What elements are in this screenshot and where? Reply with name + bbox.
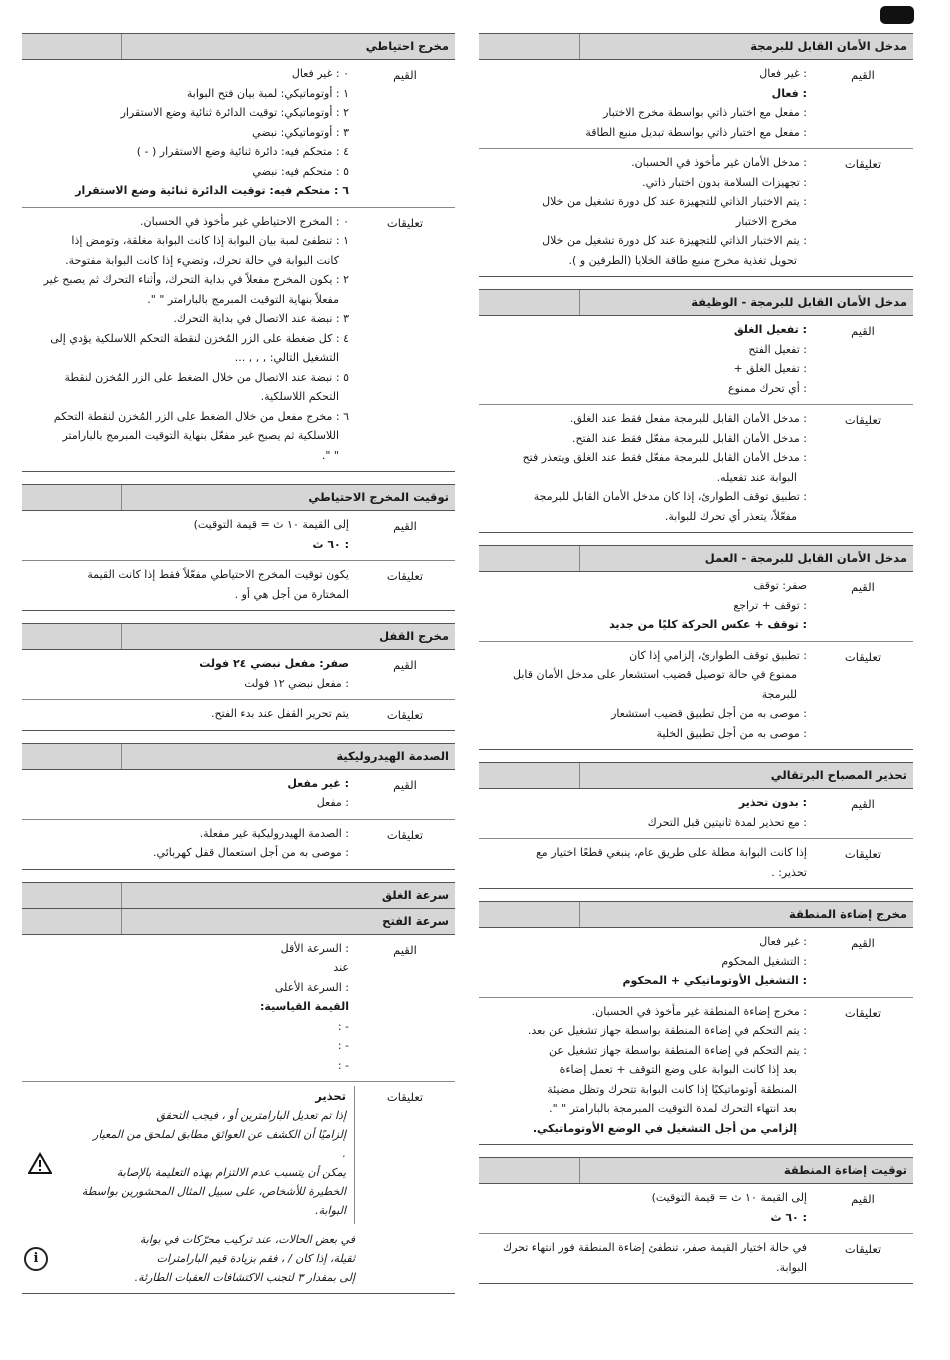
text-line: : موصى به من أجل تطبيق قضيب استشعار <box>611 707 807 720</box>
row-content <box>22 770 355 819</box>
text-line: ٥ : متحكم فيه: نبضي <box>252 164 349 178</box>
row-label: القيم <box>851 580 875 594</box>
values-row <box>22 650 455 699</box>
comments-row <box>22 1081 455 1293</box>
text-line: : غير فعال <box>759 67 807 80</box>
row-label: تعليقات <box>844 649 882 664</box>
comments-row <box>479 404 913 532</box>
parameter-section <box>22 623 455 731</box>
speed-section <box>22 882 455 1295</box>
parameter-section <box>479 545 913 750</box>
comments-row <box>479 641 913 750</box>
text-line: : يتم الاختبار الذاتي للتجهيزة عند كل دورة تشغيل من خلال <box>542 195 807 208</box>
values-row <box>22 935 455 1082</box>
section-header <box>22 743 455 770</box>
comments-row <box>479 148 913 276</box>
note-line: ثقيلة، إذا كان / ، فقم بزيادة قيم البارامترات <box>156 1252 355 1265</box>
values-row <box>479 60 913 148</box>
page-tab-marker <box>880 6 914 24</box>
comments-row <box>22 699 455 730</box>
text-line: : يتم التحكم في إضاءة المنطقة بواسطة جهاز تشغيل عن بعد. <box>527 1024 807 1037</box>
section-header <box>22 882 455 909</box>
parameter-section <box>479 1157 913 1284</box>
row-label: تعليقات <box>386 215 424 230</box>
row-label: تعليقات <box>844 413 882 427</box>
warning-line: . <box>342 1147 346 1160</box>
warning-line: إذا تم تعديل البارامترين أو ، فيجب التحقق <box>156 1109 346 1122</box>
parameter-section <box>479 901 913 1145</box>
warning-line: يمكن أن يتسبب عدم الالتزام بهذه التعليمة بالإصابة <box>116 1166 346 1179</box>
comments-row <box>22 819 455 869</box>
row-content <box>22 561 355 610</box>
row-content <box>479 928 813 997</box>
text-line: ٣ : نبضة عند الاتصال في بداية التحرك. <box>173 312 349 325</box>
text-line: التحكم اللاسلكية. <box>260 390 339 403</box>
note-line: في بعض الحالات، عند تركيب محرّكات في بوابة <box>139 1233 355 1246</box>
row-content <box>479 316 813 404</box>
text-line: ٠ : غير فعال <box>291 67 349 80</box>
text-line: : مدخل الأمان القابل للبرمجة مفعل فقط عند الغلق. <box>569 412 807 425</box>
section-title: مخرج احتياطي <box>121 34 455 59</box>
text-line: : توقف + عكس الحركة كليًا من جديد <box>609 618 807 631</box>
text-line: مفعلاً بنهاية التوقيت المبرمج بالبارامتر " ". <box>147 292 339 306</box>
row-content <box>479 405 813 532</box>
section-title: مدخل الأمان القابل للبرمجة <box>579 34 913 59</box>
text-line: كانت البوابة في حالة تحرك، وتضيء إذا كانت البوابة مفتوحة. <box>65 253 339 267</box>
comments-row <box>479 838 913 888</box>
row-content <box>479 789 813 838</box>
text-line: اللاسلكية ثم يصبح غير مفعّل بنهاية التوقيت المبرمج بالبارامتر <box>62 429 339 442</box>
row-content <box>22 935 355 1082</box>
row-content <box>479 998 813 1145</box>
comments-row <box>22 560 455 610</box>
section-header <box>22 623 455 650</box>
text-line: القيمة القياسية: <box>260 1000 349 1013</box>
section-header <box>479 1157 913 1184</box>
row-label: تعليقات <box>844 1005 882 1020</box>
warning-box <box>22 1086 355 1224</box>
text-line: التشغيل التالي: , , , ... <box>234 351 339 364</box>
section-title: مدخل الأمان القابل للبرمجة - العمل <box>579 546 913 571</box>
section-title: مخرج إضاءة المنطقة <box>579 902 913 927</box>
parameter-section <box>22 33 455 472</box>
row-content <box>479 839 813 888</box>
text-line: : الصدمة الهيدروليكية غير مفعلة. <box>199 826 349 840</box>
section-header <box>479 33 913 60</box>
text-line: : ٦٠ ث <box>770 1210 807 1224</box>
section-title: سرعة الغلق <box>121 883 455 908</box>
text-line: : السرعة الأقل <box>280 941 349 955</box>
section-title: مدخل الأمان القابل للبرمجة - الوظيفة <box>579 290 913 315</box>
row-content <box>22 820 355 869</box>
values-row <box>22 770 455 819</box>
parameter-section <box>22 484 455 611</box>
row-label: تعليقات <box>844 157 882 171</box>
text-line: ٢ : يكون المخرج مفعلاً في بداية التحرك، وأثناء التحرك ثم يصبح غير <box>43 273 349 286</box>
text-line: بعد إذا كانت البوابة على وضع التوقف + تعمل إضاءة <box>559 1063 797 1076</box>
row-label: تعليقات <box>386 1090 424 1104</box>
values-row <box>22 511 455 560</box>
text-line: : مفعل مع اختبار ذاتي بواسطة تبديل منبع الطاقة <box>585 125 807 139</box>
text-line: ٥ : نبضة عند الاتصال من خلال الضغط على الزر المُخزن لنقطة <box>64 370 349 384</box>
row-content <box>479 572 813 641</box>
text-line: : فعال <box>771 86 807 100</box>
text-line: : تطبيق توقف الطوارئ، إذا كان مدخل الأمان القابل للبرمجة <box>533 490 807 503</box>
row-content <box>22 650 355 699</box>
row-label: القيم <box>851 324 875 338</box>
text-line: ٤ : كل ضغطة على الزر المُخزن لنقطة التحكم اللاسلكية يؤدي إلى <box>50 331 349 345</box>
row-content <box>22 700 355 730</box>
text-line: إلى القيمة ١٠ ث = قيمة التوقيت) <box>193 518 349 531</box>
text-line: : تفعيل الفتح <box>748 342 807 356</box>
row-label: تعليقات <box>386 827 424 842</box>
text-line: : توقف + تراجع <box>733 598 807 612</box>
text-line: ممنوع في حالة توصيل قضيب استشعار على مدخل الأمان قابل <box>513 668 797 681</box>
row-label: القيم <box>851 68 875 82</box>
text-line: إلى القيمة ١٠ ث = قيمة التوقيت) <box>651 1191 807 1204</box>
section-header <box>479 901 913 928</box>
section-header <box>22 33 455 60</box>
parameter-section <box>22 743 455 870</box>
row-label: تعليقات <box>844 1242 882 1256</box>
section-title: توقيت المخرج الاحتياطي <box>121 485 455 510</box>
text-line: : مدخل الأمان القابل للبرمجة مفعّل فقط عند الغلق ويتعذر فتح <box>522 451 807 464</box>
section-header <box>479 762 913 789</box>
parameter-section <box>479 762 913 889</box>
warning-text <box>54 1106 346 1220</box>
comments-row <box>479 997 913 1145</box>
text-line: يكون توقيت المخرج الاحتياطي مفعّلاً فقط إذا كانت القيمة <box>87 568 349 581</box>
text-line: : ٦٠ ث <box>312 537 349 551</box>
row-label: القيم <box>851 936 875 950</box>
text-line: : يتم الاختبار الذاتي للتجهيزة عند كل دورة تشغيل من خلال <box>542 234 807 247</box>
warning-line: الخطيرة للأشخاص، على سبيل المثال المحشورين بواسطة <box>81 1185 346 1198</box>
text-line: بعد انتهاء التحرك لمدة التوقيت المبرمجة بالبارامتر " ". <box>549 1102 797 1115</box>
row-label: القيم <box>393 658 417 672</box>
row-content <box>479 1184 813 1233</box>
section-header <box>22 484 455 511</box>
text-line: : تفعيل الغلق <box>733 323 807 336</box>
text-line: المنطقة أوتوماتيكيًا إذا كانت البوابة تتحرك وتظل مضيئة <box>547 1082 797 1096</box>
section-title: مخرج القفل <box>121 624 455 649</box>
warning-icon <box>26 1106 54 1220</box>
note-line: إلى بمقدار ٣ لتجنب الاكتشافات العقبات الطارئة. <box>134 1271 355 1284</box>
text-line: في حالة اختيار القيمة صفر، تنطفئ إضاءة المنطقة فور انتهاء تحرك <box>503 1241 807 1254</box>
text-line: ١ : تنطفئ لمبة بيان البوابة إذا كانت البوابة مغلقة، وتومض إذا <box>71 234 349 247</box>
parameter-section <box>479 289 913 533</box>
text-line: ٠ : المخرج الاحتياطي غير مأخوذ في الحسبان. <box>140 214 349 228</box>
row-label: القيم <box>851 1192 875 1206</box>
text-line: - : <box>337 1019 349 1033</box>
text-line: ٢ : أوتوماتيكي: توقيت الدائرة ثنائية وضع الاستقرار <box>120 106 349 119</box>
text-line: : موصى به من أجل استعمال قفل كهربائي. <box>153 846 349 859</box>
text-line: مفعّلاً، يتعذر أي تحرك للبوابة. <box>664 509 797 523</box>
info-icon: i <box>22 1230 50 1287</box>
section-title: تحذير المصباح البرتقالي <box>579 763 913 788</box>
text-line: صفر: توقف <box>753 579 807 592</box>
text-line: ٦ : مخرج مفعل من خلال الضغط على الزر المُخزن لنقطة التحكم <box>53 409 349 423</box>
text-line: : غير مفعل <box>287 776 349 790</box>
section-title: سرعة الفتح <box>121 909 455 934</box>
note-text <box>50 1230 355 1287</box>
row-content <box>22 511 355 560</box>
row-content <box>22 208 355 472</box>
text-line: : أي تحرك ممنوع <box>728 381 807 395</box>
values-row <box>22 60 455 207</box>
text-line: : مخرج إضاءة المنطقة غير مأخوذ في الحسبان. <box>591 1004 807 1018</box>
section-header <box>22 909 455 935</box>
section-header <box>479 545 913 572</box>
row-label: القيم <box>393 777 417 792</box>
text-line: : يتم التحكم في إضاءة المنطقة بواسطة جهاز تشغيل عن <box>548 1043 807 1057</box>
values-row <box>479 1184 913 1233</box>
section-title: الصدمة الهيدروليكية <box>121 744 455 769</box>
text-line: : مفعل <box>316 796 349 809</box>
text-line: ٤ : متحكم فيه: دائرة ثنائية وضع الاستقرار ( - ) <box>136 145 349 158</box>
row-content <box>479 149 813 276</box>
comments-row <box>479 1233 913 1283</box>
text-line: : مفعل نبضي ١٢ فولت <box>244 676 349 690</box>
text-line: : التشغيل المحكوم <box>721 954 807 968</box>
text-line: المختارة من أجل هي أو . <box>234 587 349 601</box>
text-line: - : <box>337 1039 349 1052</box>
row-content <box>22 60 355 207</box>
text-line: إذا كانت البوابة مطلة على طريق عام، ينبغي قطعًا اختيار مع <box>535 846 807 859</box>
text-line: البوابة عند تفعيله. <box>716 470 797 484</box>
text-line: : السرعة الأعلى <box>274 980 349 994</box>
text-line: : مدخل الأمان القابل للبرمجة مفعّل فقط عند الفتح. <box>571 431 807 445</box>
text-line: : تجهيزات السلامة بدون اختبار ذاتي. <box>642 175 807 189</box>
row-label: تعليقات <box>386 708 424 722</box>
right-column <box>479 33 913 1296</box>
row-label: القيم <box>851 797 875 811</box>
row-content <box>479 1234 813 1283</box>
text-line: : غير فعال <box>759 935 807 948</box>
row-label: القيم <box>393 519 417 533</box>
values-row <box>479 789 913 838</box>
comments-row <box>22 207 455 472</box>
text-line: ٦ : متحكم فيه: توقيت الدائرة ثنائية وضع الاستقرار <box>75 184 349 197</box>
parameter-section <box>479 33 913 277</box>
values-row <box>479 928 913 997</box>
values-row <box>479 316 913 404</box>
text-line: تحويل تغذية مخرج منبع طاقة الخلايا (الطرفين و ). <box>568 253 797 267</box>
text-line: يتم تحرير القفل عند بدء الفتح. <box>211 707 349 720</box>
text-line: ٣ : أوتوماتيكي: نبضي <box>252 125 349 139</box>
section-title: توقيت إضاءة المنطقة <box>579 1158 913 1183</box>
text-line: : تطبيق توقف الطوارئ، إلزامي إذا كان <box>629 648 807 662</box>
text-line: : بدون تحذير <box>738 796 807 809</box>
text-line: : التشغيل الأوتوماتيكي + المحكوم <box>622 974 807 987</box>
text-line: : تفعيل الغلق + <box>733 362 807 375</box>
text-line: - : <box>337 1058 349 1072</box>
text-line: إلزامي من أجل التشغيل في الوضع الأوتوماتيكي. <box>532 1121 797 1135</box>
section-header <box>479 289 913 316</box>
text-line: ١ : أوتوماتيكي: لمبة بيان فتح البوابة <box>186 86 349 100</box>
row-label: تعليقات <box>844 847 882 861</box>
row-content <box>479 642 813 750</box>
text-line: البوابة. <box>776 1260 807 1274</box>
text-line: : مع تحذير لمدة ثانيتين قبل التحرك <box>647 815 807 829</box>
row-content <box>22 1082 355 1293</box>
text-line: للبرمجة <box>761 687 797 701</box>
values-row <box>479 572 913 641</box>
row-content <box>479 60 813 148</box>
row-label: تعليقات <box>386 569 424 583</box>
text-line: : موصى به من أجل تطبيق الخلية <box>656 726 807 740</box>
row-label: القيم <box>393 68 417 82</box>
warning-title: تحذير <box>315 1089 346 1103</box>
text-line: صفر: مفعل نبضي ٢٤ فولت <box>199 657 349 670</box>
left-column <box>22 33 455 1306</box>
text-line: عند <box>333 961 349 974</box>
text-line: تحذير: . <box>771 865 807 879</box>
warning-line: البوابة. <box>315 1204 346 1217</box>
text-line: : مفعل مع اختبار ذاتي بواسطة مخرج الاختبار <box>603 106 807 119</box>
note-box <box>22 1230 355 1287</box>
text-line: مخرج الاختبار <box>735 214 797 228</box>
text-line: : مدخل الأمان غير مأخوذ في الحسبان. <box>631 156 807 169</box>
warning-line: إلزاميًا أن الكشف عن العوائق مطابق لملحق من المعيار <box>93 1128 346 1141</box>
text-line: " ". <box>321 448 339 462</box>
row-label: القيم <box>393 942 417 957</box>
